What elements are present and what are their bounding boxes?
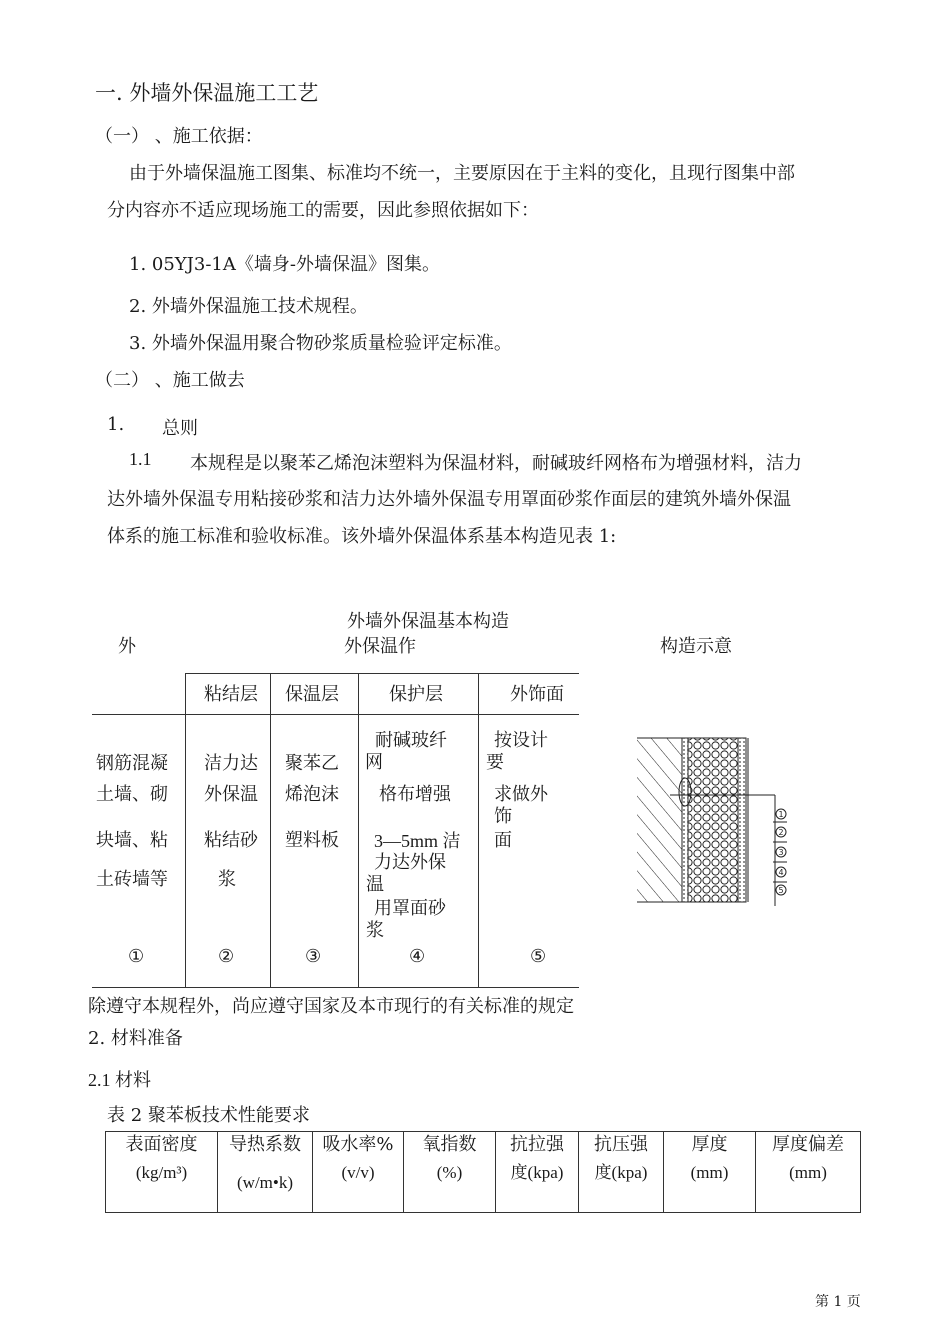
table-cell: 力达外保	[374, 852, 446, 873]
page-number: 第 1 页	[815, 1294, 861, 1310]
header-unit: (mm)	[690, 1163, 729, 1182]
column-header	[579, 1132, 663, 1212]
table-rule	[478, 673, 479, 987]
header-unit: (%)	[436, 1163, 463, 1182]
header-label: 表面密度	[125, 1134, 198, 1155]
table-cell: 块墙、粘	[96, 830, 168, 851]
general-number: 1.	[107, 414, 125, 435]
table-cell: 钢筋混凝	[96, 753, 168, 774]
table-cell: 面	[494, 830, 512, 851]
table-cell: 洁力达	[204, 753, 258, 774]
header-unit: (mm)	[789, 1163, 827, 1182]
paragraph-line: 体系的施工标准和验收标准。该外墙外保温体系基本构造见表 1:	[107, 526, 617, 547]
table-cell: 网	[365, 752, 383, 773]
column-header: 粘结层	[204, 684, 258, 705]
header-unit: 度(kpa)	[510, 1163, 564, 1182]
table-rule	[185, 673, 186, 987]
table-cell: 饰	[494, 806, 512, 827]
wall-layer	[637, 738, 682, 902]
column-header	[664, 1132, 755, 1212]
header-label: 厚度	[691, 1134, 728, 1155]
column-header	[496, 1132, 578, 1212]
column-header	[218, 1132, 312, 1212]
header-label: 吸水率%	[322, 1134, 394, 1155]
table-cell: 浆	[218, 869, 236, 890]
paragraph-line: 除遵守本规程外，尚应遵守国家及本市现行的有关标准的规定	[88, 996, 574, 1017]
table-cell: 粘结砂	[204, 830, 258, 851]
header-unit: (kg/m³)	[135, 1163, 188, 1182]
layer-number: ③	[305, 946, 322, 967]
column-header	[404, 1132, 495, 1212]
header-label: 导热系数	[229, 1134, 301, 1155]
diagram-callout: 2	[778, 828, 784, 837]
header-unit: 度(kpa)	[594, 1163, 648, 1182]
column-header: 保护层	[389, 684, 443, 705]
table-cell: 土砖墙等	[96, 869, 168, 890]
table-cell: 外保温	[204, 784, 258, 805]
column-header: 外饰面	[510, 684, 564, 705]
header-label: 抗压强	[594, 1134, 648, 1155]
subsection-basis: （一） 、施工依据：	[95, 126, 263, 147]
column-header	[106, 1132, 217, 1212]
paragraph-line: 由于外墙保温施工图集、标准均不统一，主要原因在于主料的变化，且现行图集中部	[129, 163, 795, 184]
protection-layer	[738, 738, 746, 902]
adhesive-layer	[682, 738, 688, 902]
clause-number: 1.1	[129, 449, 152, 469]
table-cell: 聚苯乙	[285, 753, 339, 774]
column-header	[313, 1132, 403, 1212]
table-rule	[270, 673, 271, 987]
paragraph-line: 分内容亦不适应现场施工的需要，因此参照依据如下：	[107, 200, 539, 221]
diagram-callout: 1	[778, 810, 784, 819]
table-caption: 表 2 聚苯板技术性能要求	[107, 1105, 310, 1126]
table-cell: 要	[486, 752, 504, 773]
header-label: 厚度偏差	[772, 1134, 844, 1155]
column-header	[756, 1132, 860, 1212]
header-unit: (v/v)	[341, 1163, 375, 1182]
subsection-method: （二） 、施工做去	[95, 370, 245, 391]
table-cell: 3—5mm 洁	[374, 831, 461, 851]
table-rule	[358, 673, 359, 987]
table-cell: 塑料板	[285, 830, 339, 851]
table-header-fragment: 外保温作	[344, 636, 416, 657]
paragraph-line: 本规程是以聚苯乙烯泡沫塑料为保温材料，耐碱玻纤网格布为增强材料，洁力	[190, 453, 802, 474]
table-cell: 格布增强	[379, 784, 451, 805]
header-label: 氧指数	[422, 1134, 477, 1155]
list-item: 2. 外墙外保温施工技术规程。	[129, 296, 368, 317]
table-cell: 用罩面砂	[374, 898, 446, 919]
table-cell: 按设计	[494, 730, 548, 751]
table-cell: 耐碱玻纤	[375, 730, 447, 751]
header-label: 抗拉强	[510, 1134, 564, 1155]
table-header-fragment: 构造示意	[660, 636, 732, 657]
diagram-callout: 4	[778, 868, 784, 877]
insulation-layer	[688, 738, 738, 902]
table-rule	[92, 987, 579, 988]
diagram-callout: 5	[778, 886, 784, 895]
section-heading: 2. 材料准备	[88, 1028, 183, 1049]
list-item: 1. 05YJ3-1A《墙身-外墙保温》图集。	[129, 254, 440, 275]
table-cell: 温	[366, 874, 384, 895]
layer-number: ⑤	[530, 946, 547, 967]
general-heading: 总则	[162, 418, 198, 439]
table-rule	[185, 673, 579, 674]
layer-number: ④	[409, 946, 426, 967]
table-rule	[92, 714, 579, 715]
list-item: 3. 外墙外保温用聚合物砂浆质量检验评定标准。	[129, 333, 512, 354]
diagram-callout: 3	[778, 848, 784, 857]
subsection-heading: 2.1 材料	[88, 1070, 151, 1090]
header-unit: (w/m•k)	[237, 1173, 293, 1192]
layer-number: ①	[128, 946, 145, 967]
table-caption: 外墙外保温基本构造	[347, 611, 509, 632]
construction-diagram	[630, 732, 800, 912]
layer-number: ②	[218, 946, 235, 967]
table-cell: 浆	[366, 920, 384, 941]
table-header-fragment: 外	[118, 636, 136, 657]
paragraph-line: 达外墙外保温专用粘接砂浆和洁力达外墙外保温专用罩面砂浆作面层的建筑外墙外保温	[107, 489, 791, 510]
table-cell: 土墙、砌	[96, 784, 168, 805]
section-title: 一. 外墙外保温施工工艺	[95, 81, 319, 105]
table-cell: 烯泡沫	[285, 784, 339, 805]
column-header: 保温层	[285, 684, 339, 705]
table-cell: 求做外	[494, 784, 548, 805]
